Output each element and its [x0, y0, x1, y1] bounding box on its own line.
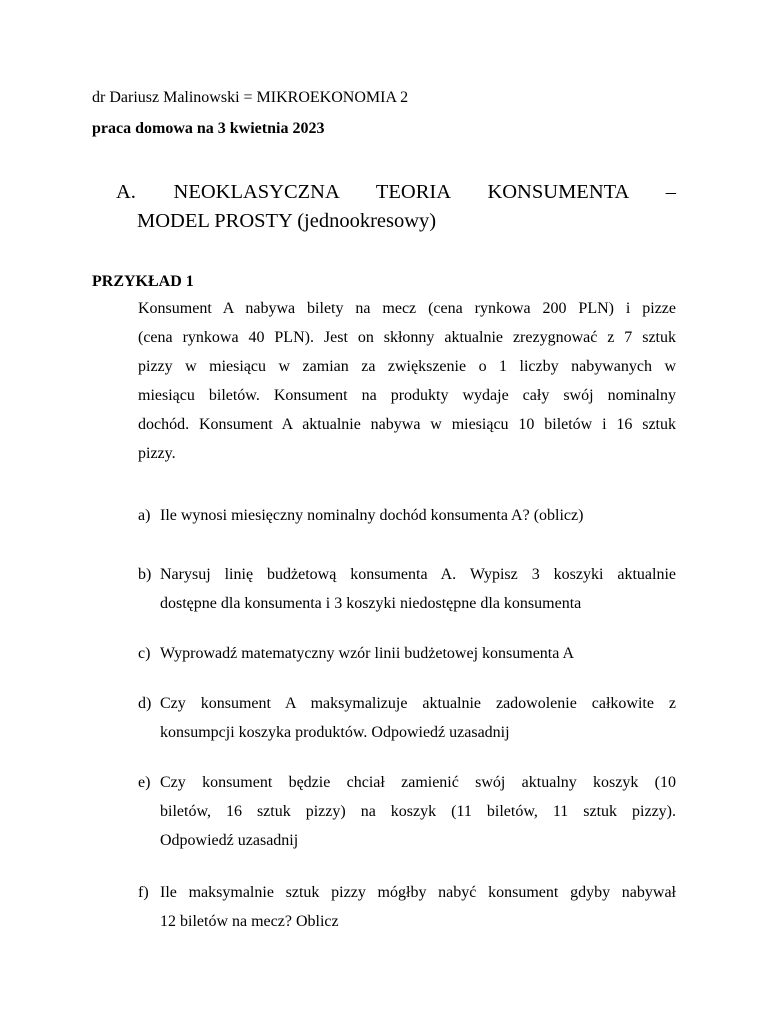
question-c-marker: c)	[138, 645, 151, 662]
question-a-marker: a)	[138, 507, 151, 524]
paragraph-line: dochód. Konsument A aktualnie nabywa w miesiącu 10 biletów i 16 sztuk	[138, 416, 676, 433]
question-a	[160, 501, 676, 530]
question-d-marker: d)	[138, 695, 152, 712]
homework-date-line: praca domowa na 3 kwietnia 2023	[92, 120, 325, 137]
question-d	[160, 689, 676, 747]
question-e-marker: e)	[138, 774, 151, 791]
author-line: dr Dariusz Malinowski = MIKROEKONOMIA 2	[92, 89, 409, 106]
question-f	[160, 878, 676, 936]
question-line: biletów, 16 sztuk pizzy) na koszyk (11 biletów, 11 sztuk pizzy).	[160, 803, 676, 820]
paragraph-line: pizzy w miesiącu w zamian za zwiększenie o 1 liczby nabywanych w	[138, 358, 676, 375]
question-line: Ile wynosi miesięczny nominalny dochód konsumenta A? (oblicz)	[160, 507, 584, 524]
question-c	[160, 639, 676, 668]
question-line: dostępne dla konsumenta i 3 koszyki niedostępne dla konsumenta	[160, 595, 582, 612]
question-line: Wyprowadź matematyczny wzór linii budżetowej konsumenta A	[160, 645, 575, 662]
section-heading	[116, 178, 676, 236]
section-title-line-1: NEOKLASYCZNA TEORIA KONSUMENTA –	[173, 181, 676, 203]
question-line: Czy konsument A maksymalizuje aktualnie zadowolenie całkowite z	[160, 695, 676, 712]
section-marker: A.	[116, 181, 136, 203]
question-line: Czy konsument będzie chciał zamienić swój aktualny koszyk (10	[160, 774, 676, 791]
paragraph-line: pizzy.	[138, 445, 176, 462]
question-line: Ile maksymalnie sztuk pizzy mógłby nabyć konsument gdyby nabywał	[160, 884, 676, 901]
question-b-marker: b)	[138, 566, 152, 583]
section-heading-line-1	[116, 178, 676, 207]
section-title-line-2: MODEL PROSTY (jednookresowy)	[137, 210, 437, 232]
question-e	[160, 768, 676, 855]
question-b	[160, 560, 676, 618]
example-paragraph	[138, 294, 676, 468]
question-line: Odpowiedź uzasadnij	[160, 832, 299, 849]
question-line: 12 biletów na mecz? Oblicz	[160, 913, 339, 930]
paragraph-line: miesiącu biletów. Konsument na produkty wydaje cały swój nominalny	[138, 387, 676, 404]
question-f-marker: f)	[138, 884, 149, 901]
question-line: konsumpcji koszyka produktów. Odpowiedź uzasadnij	[160, 724, 510, 741]
paragraph-line: Konsument A nabywa bilety na mecz (cena rynkowa 200 PLN) i pizze	[138, 300, 676, 317]
paragraph-line: (cena rynkowa 40 PLN). Jest on skłonny aktualnie zrezygnować z 7 sztuk	[138, 329, 676, 346]
example-heading: PRZYKŁAD 1	[92, 273, 194, 290]
question-line: Narysuj linię budżetową konsumenta A. Wypisz 3 koszyki aktualnie	[160, 566, 676, 583]
